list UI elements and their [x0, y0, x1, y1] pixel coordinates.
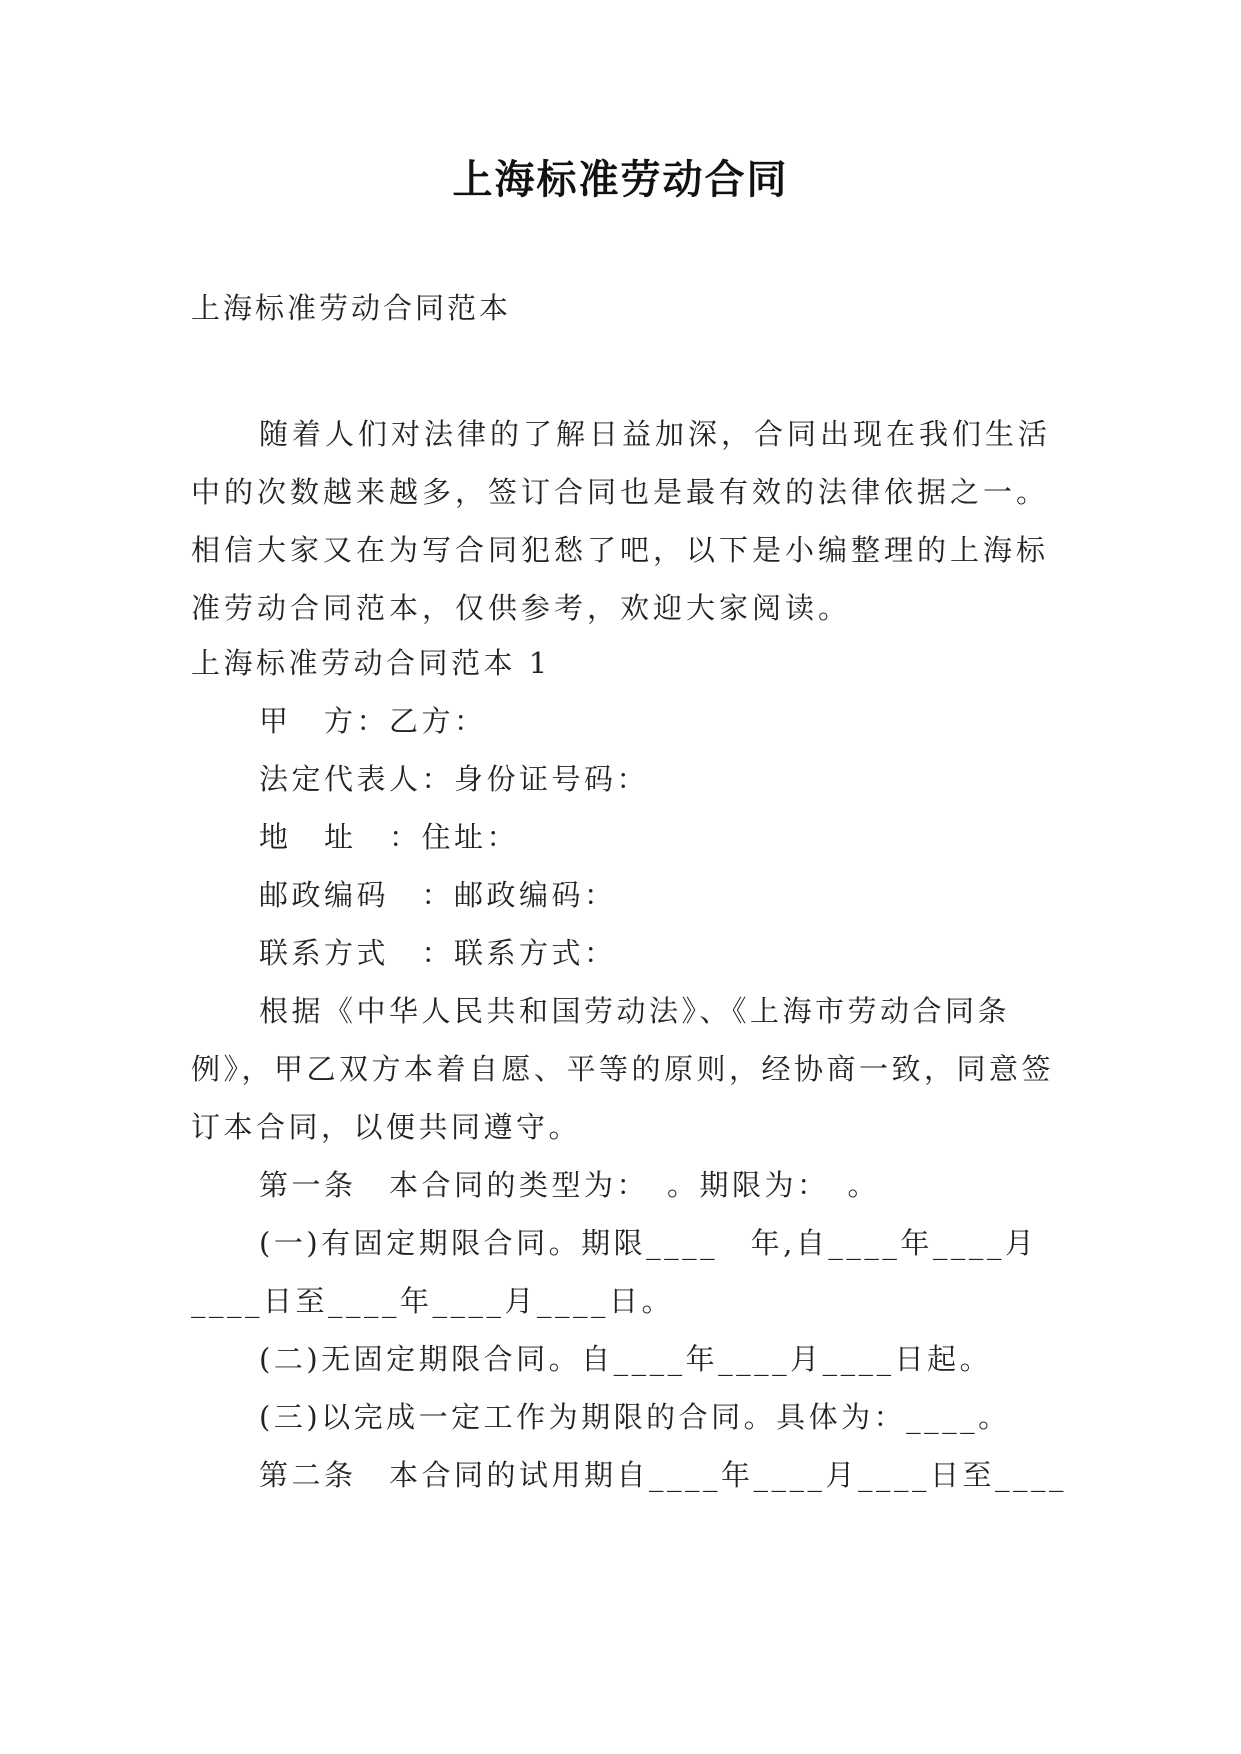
- section-heading: 上海标准劳动合同范本 1: [191, 646, 551, 680]
- article-2: 第二条 本合同的试用期自____年____月____日至____: [259, 1458, 1068, 1492]
- contract-body: [191, 646, 1071, 1504]
- article-1-item-1: (一)有固定期限合同。期限____ 年,自____年____月____日至____年____月____日。: [191, 1226, 1038, 1318]
- article-1-item-2: (二)无固定期限合同。自____年____月____日起。: [259, 1342, 993, 1376]
- legal-basis-paragraph: 根据《中华人民共和国劳动法》、《上海市劳动合同条例》，甲乙双方本着自愿、平等的原则，经协商一致，同意签订本合同，以便共同遵守。: [191, 994, 1055, 1144]
- document-subtitle: 上海标准劳动合同范本: [191, 291, 512, 325]
- party-names-line: 甲 方：乙方：: [259, 704, 487, 738]
- postal-code-line: 邮政编码 ：邮政编码：: [259, 878, 617, 912]
- document-title: 上海标准劳动合同: [452, 156, 789, 203]
- article-1: 第一条 本合同的类型为： 。期限为： 。: [259, 1168, 881, 1202]
- article-1-item-3: (三)以完成一定工作为期限的合同。具体为：____。: [259, 1400, 1011, 1434]
- intro-paragraph: 随着人们对法律的了解日益加深，合同出现在我们生活中的次数越来越多，签订合同也是最有效的法律依据之一。相信大家又在为写合同犯愁了吧，以下是小编整理的上海标准劳动合同范本，仅供参考，欢迎大家阅读。: [191, 417, 1052, 625]
- contact-line: 联系方式 ：联系方式：: [259, 936, 617, 970]
- address-line: 地 址 ：住址：: [259, 820, 520, 854]
- legal-representative-line: 法定代表人：身份证号码：: [259, 762, 650, 796]
